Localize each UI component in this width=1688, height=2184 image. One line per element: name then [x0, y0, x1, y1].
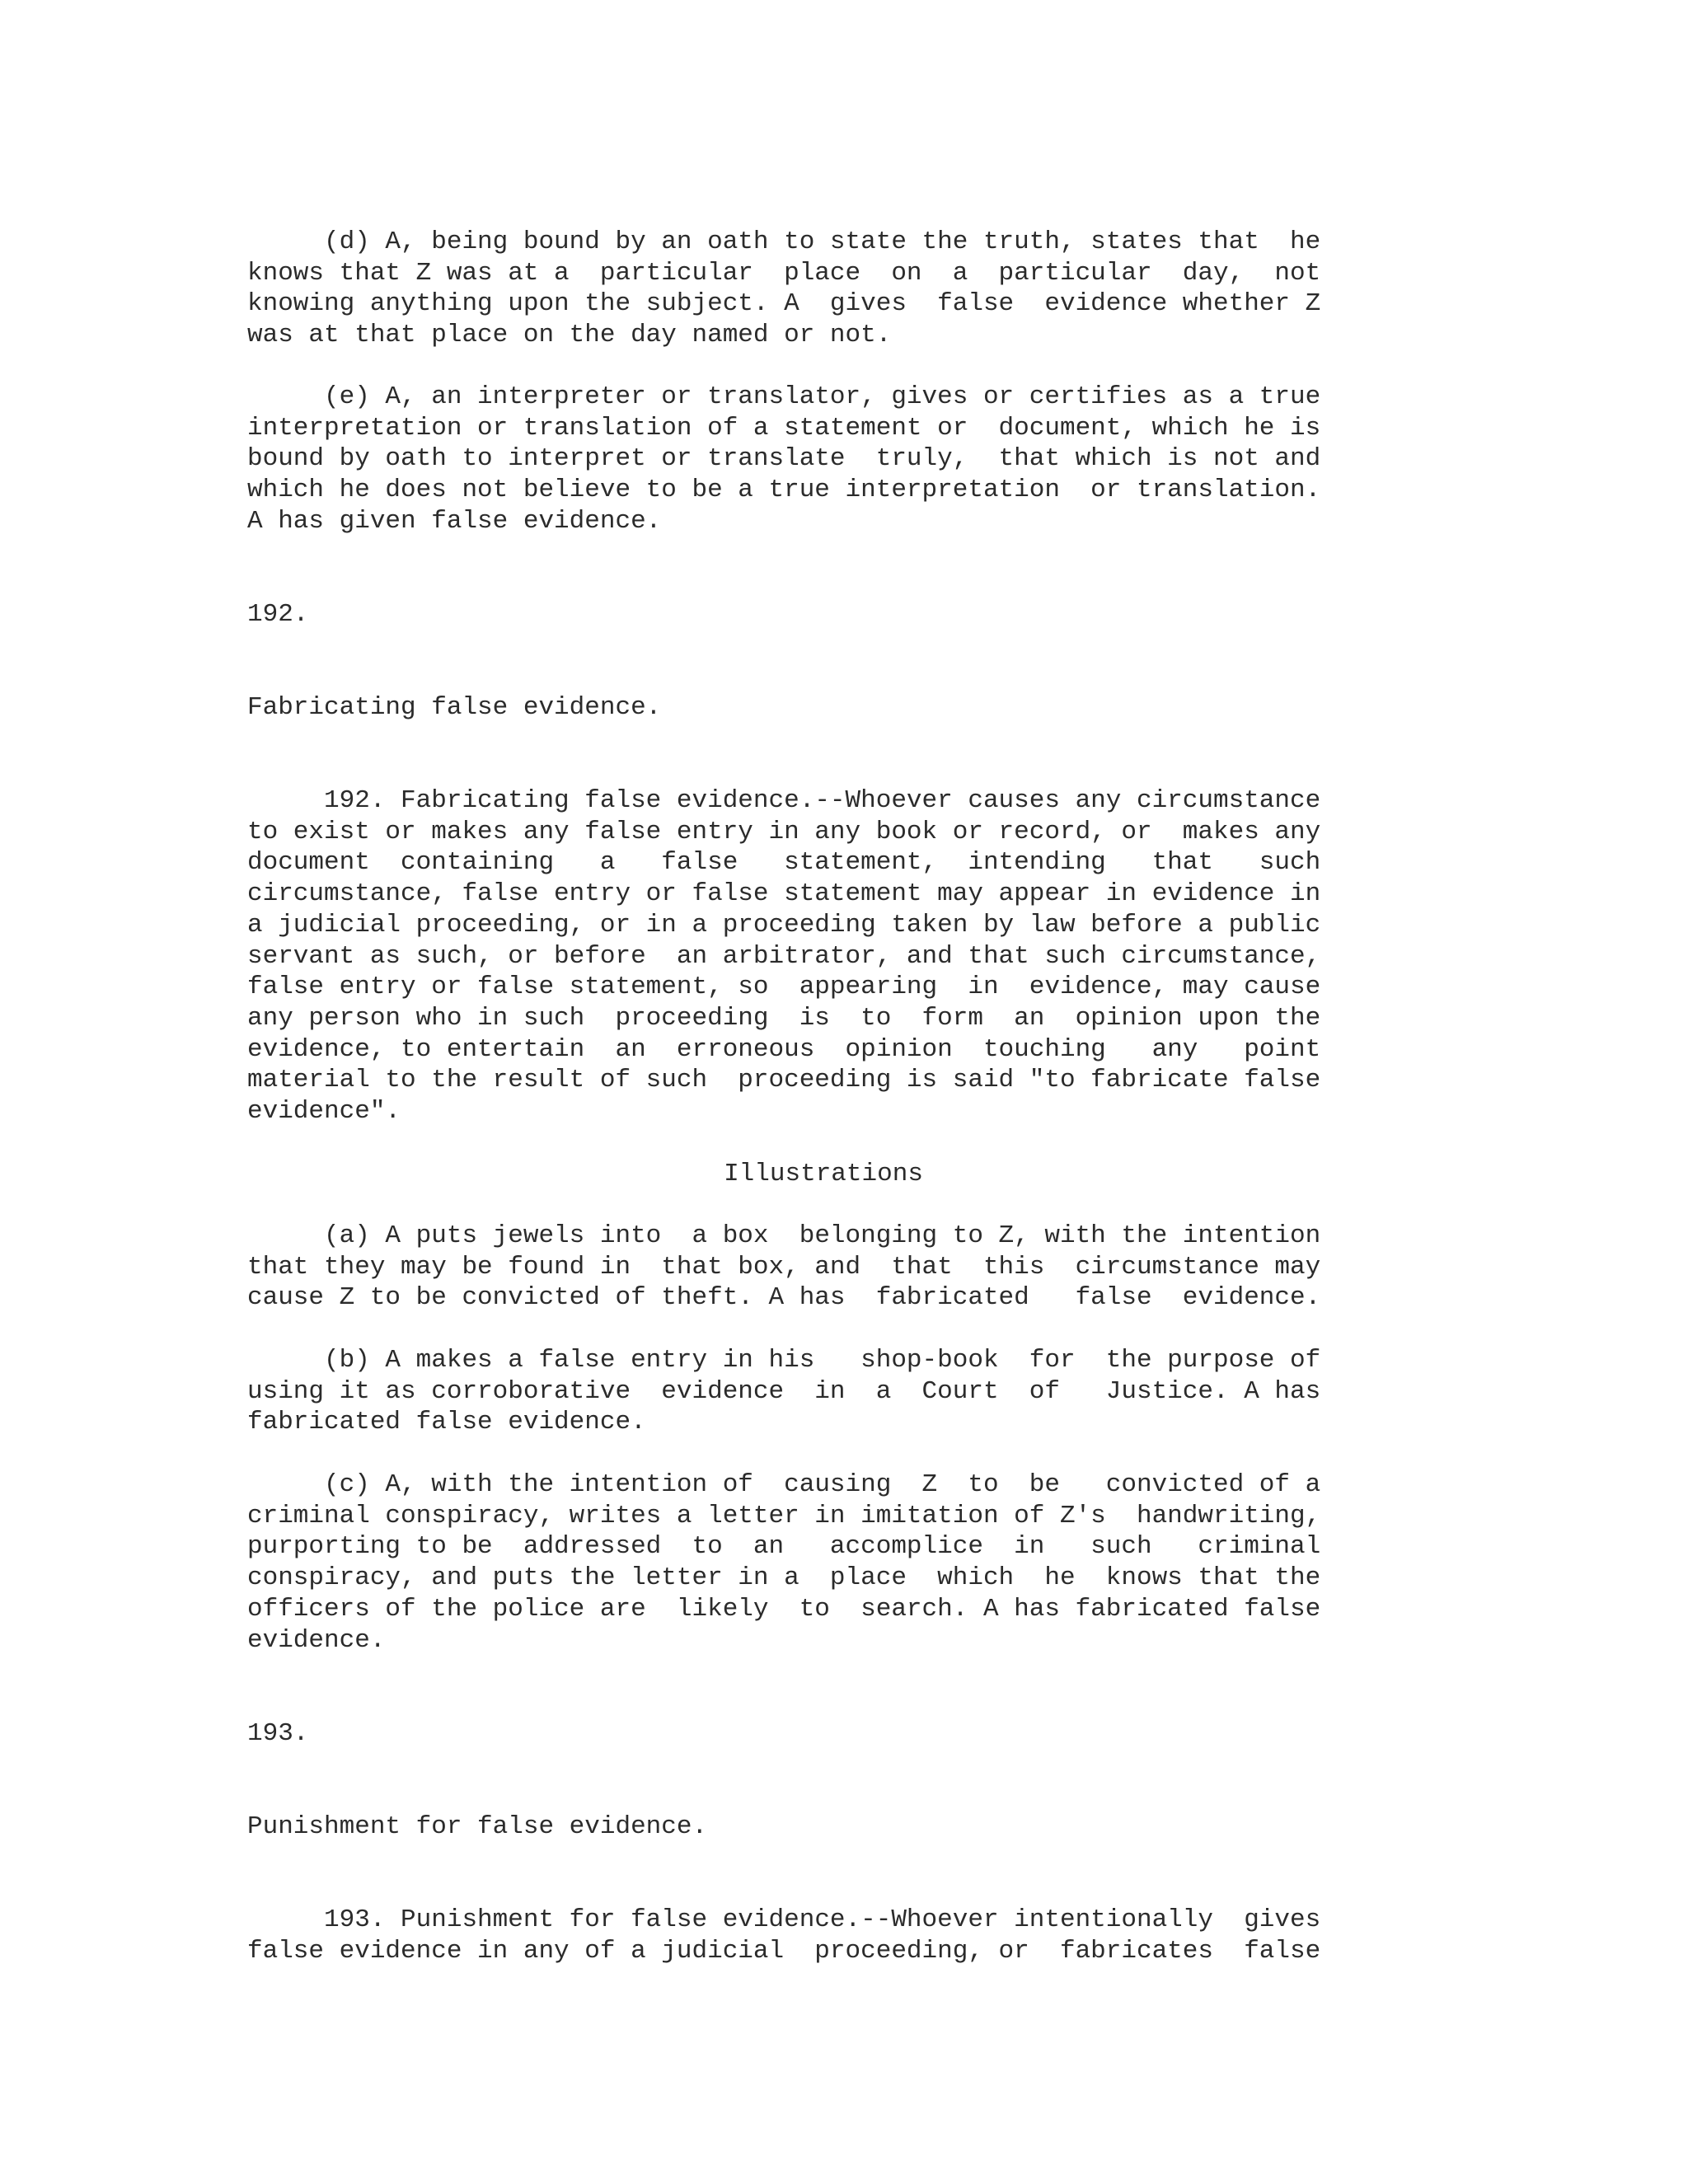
section-192-body: 192. Fabricating false evidence.--Whoever causes any circumstance to exist or makes any false entry in any book or record, or makes any document containing a false statement, intending that such circumstance, false entry or false statement may appear in evidence in a judicial proceeding, or in a proceeding taken by law before a public servant as such, or before an arbitrator, and that such circumstance, false entry or false statement, so appearing in evidence, may cause any person who in such proceeding is to form an opinion upon the evidence, to entertain an erroneous opinion touching any point material to the result of such proceeding is said "to fabricate false evidence".: [247, 786, 1321, 1127]
illustration-192-a-paragraph: (a) A puts jewels into a box belonging to Z, with the intention that they may be found in that box, and that this circumstance may cause Z to be convicted of theft. A has fabricated false evidence.: [247, 1221, 1321, 1313]
section-193-heading: Punishment for false evidence.: [247, 1812, 708, 1841]
section-193-body: 193. Punishment for false evidence.--Whoever intentionally gives false evidence in any of a judicial proceeding, or fabricates false: [247, 1905, 1321, 1966]
illustrations-heading: Illustrations: [724, 1160, 923, 1188]
illustration-e-paragraph: (e) A, an interpreter or translator, gives or certifies as a true interpretation or translation of a statement or document, which he is bound by oath to interpret or translate truly, that which is not and which he does not believe to be a true interpretation or translation. A has given false evidence.: [247, 382, 1321, 536]
illustration-192-c-paragraph: (c) A, with the intention of causing Z to be convicted of a criminal conspiracy, writes a letter in imitation of Z's handwriting, purporting to be addressed to an accomplice in such criminal conspiracy, and puts the letter in a place which he knows that the officers of the police are likely to search. A has fabricated false evidence.: [247, 1470, 1321, 1655]
section-192-number: 192.: [247, 600, 309, 629]
illustration-d-paragraph: (d) A, being bound by an oath to state the truth, states that he knows that Z was at a particular place on a particular day, not knowing anything upon the subject. A gives false evidence whether Z was at that place on the day named or not.: [247, 227, 1321, 350]
section-193-number: 193.: [247, 1719, 309, 1748]
illustration-192-b-paragraph: (b) A makes a false entry in his shop-book for the purpose of using it as corroborative evidence in a Court of Justice. A has fabricated false evidence.: [247, 1346, 1321, 1437]
section-192-heading: Fabricating false evidence.: [247, 693, 662, 722]
